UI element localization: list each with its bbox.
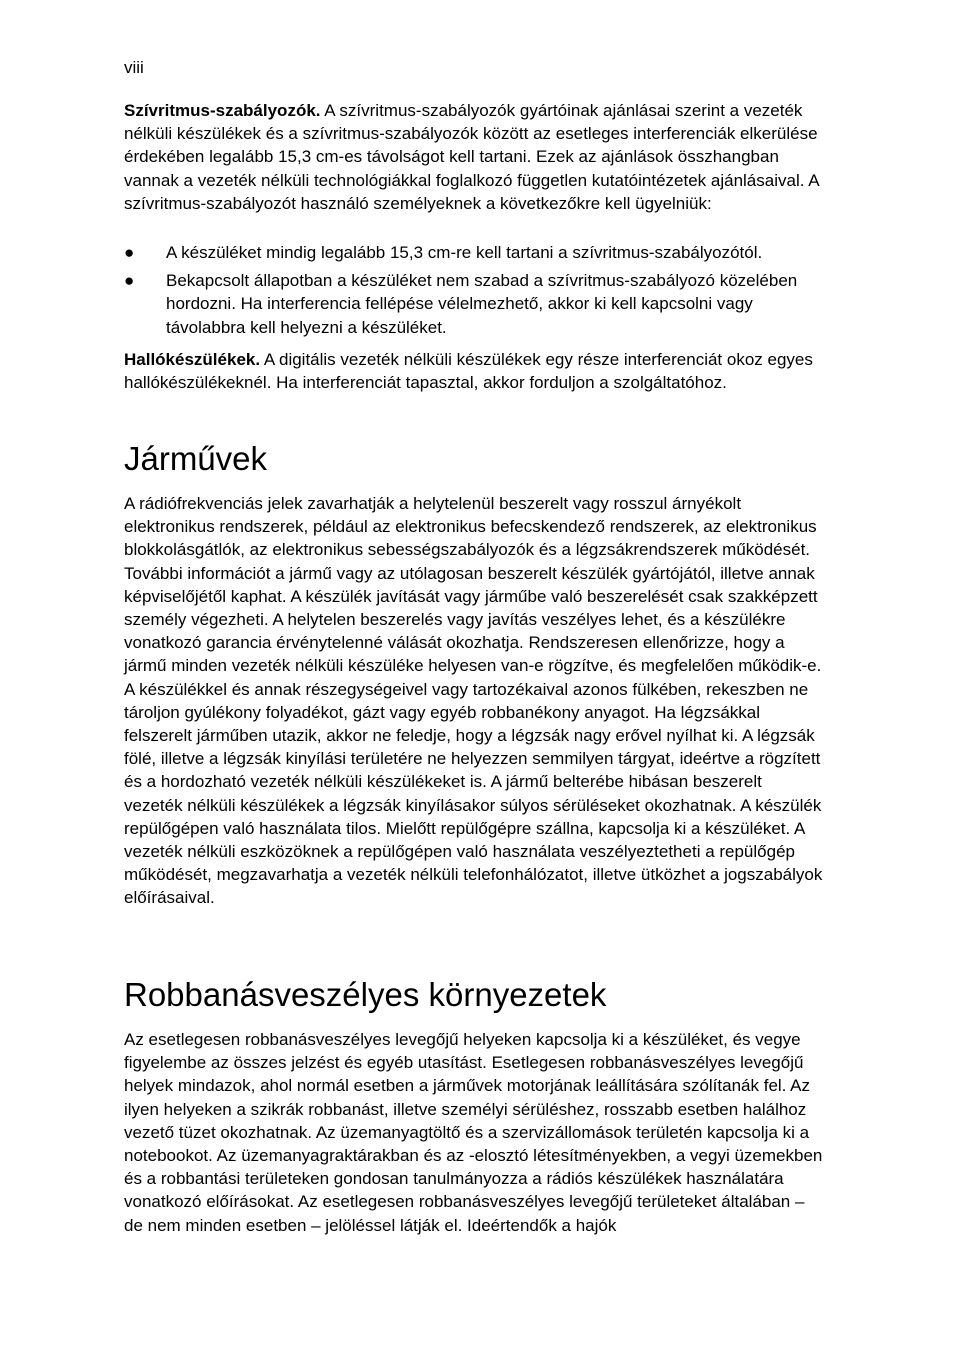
bullet-text: Bekapcsolt állapotban a készüléket nem szabad a szívritmus-szabályozó közelében hordozni. Ha interferencia fellépése vélelmezhető, akkor ki kell kapcsolni vagy távolabbra kell helyezni a készüléket. [166, 271, 798, 337]
hearing-aids-title: Hallókészülékek. [124, 350, 261, 369]
hearing-aids-text: A digitális vezeték nélküli készülékek egy része interferenciát okoz egyes hallókészülékeknél. Ha interferenciát tapasztal, akkor forduljon a szolgáltatóhoz. [124, 350, 813, 393]
vehicles-paragraph: A rádiófrekvenciás jelek zavarhatják a helytelenül beszerelt vagy rosszul árnyékolt elektronikus rendszerek, például az elektronikus befecskendező rendszerek, az elektronikus blokkolásgátlók, az elektronikus sebességszabályozók és a légzsákrendszerek működését. További információt a jármű vagy az utólagosan beszerelt készülék gyártójától, illetve annak képviselőjétől kaphat. A készülék javítását vagy járműbe való beszerelését csak szakképzett személy végezheti. A helytelen beszerelés vagy javítás veszélyes lehet, és a készülékre vonatkozó garancia érvénytelenné válását okozhatja. Rendszeresen ellenőrizze, hogy a jármű minden vezeték nélküli készüléke helyesen van-e rögzítve, és megfelelően működik-e. A készülékkel és annak részegységeivel vagy tartozékaival azonos fülkében, rekeszben ne tároljon gyúlékony folyadékot, gázt vagy egyéb robbanékony anyagot. Ha légzsákkal felszerelt járműben utazik, akkor ne feledje, hogy a légzsák nagy erővel nyílhat ki. A légzsák fölé, illetve a légzsák kinyílási területére ne helyezzen semmilyen tárgyat, ideértve a rögzített és a hordozható vezeték nélküli készülékeket is. A jármű belterébe hibásan beszerelt vezeték nélküli készülékek a légzsák kinyílásakor súlyos sérüléseket okozhatnak. A készülék repülőgépen való használata tilos. Mielőtt repülőgépre szállna, kapcsolja ki a készüléket. A vezeték nélküli eszközöknek a repülőgépen való használata veszélyeztetheti a repülőgép működését, megzavarhatja a vezeték nélküli telefonhálózatot, illetve ütközhet a jogszabályok előírásaival. [124, 494, 823, 908]
pacemakers-paragraph [124, 99, 824, 215]
page-number: viii [124, 58, 144, 77]
vehicles-heading: Járművek [124, 440, 268, 477]
explosive-heading: Robbanásveszélyes környezetek [124, 976, 607, 1013]
list-item [124, 269, 824, 339]
bullet-icon: ● [124, 271, 135, 291]
list-item [124, 241, 824, 264]
hearing-aids-paragraph [124, 348, 824, 394]
pacemakers-bullet-list [124, 241, 824, 344]
explosive-paragraph: Az esetlegesen robbanásveszélyes levegőjű helyeken kapcsolja ki a készüléket, és vegye figyelembe az összes jelzést és egyéb utasítást. Esetlegesen robbanásveszélyes levegőjű helyek mindazok, ahol normál esetben a járművek motorjának leállítására szólítanák fel. Az ilyen helyeken a szikrák robbanást, illetve személyi sérüléshez, rosszabb esetben halálhoz vezető tüzet okozhatnak. Az üzemanyagtöltő és a szervizállomások területén kapcsolja ki a notebookot. Az üzemanyagraktárakban és az -elosztó létesítményekben, a vegyi üzemekben és a robbantási területeken gondosan tanulmányozza a rádiós készülékek használatára vonatkozó előírásokat. Az esetlegesen robbanásveszélyes levegőjű területeket általában – de nem minden esetben – jelöléssel látják el. Ideértendők a hajók [124, 1030, 823, 1235]
bullet-icon: ● [124, 243, 135, 262]
pacemakers-text: A szívritmus-szabályozók gyártóinak ajánlásai szerint a vezeték nélküli készülékek és a szívritmus-szabályozók között az esetleges interferenciák elkerülése érdekében legalább 15,3 cm-es távolságot kell tartani. Ezek az ajánlások összhangban vannak a vezeték nélküli technológiákkal foglalkozó független kutatóintézetek ajánlásaival. A szívritmus-szabályozót használó személyeknek a következőkre kell ügyelniük: [124, 101, 819, 213]
pacemakers-title: Szívritmus-szabályozók. [124, 101, 321, 120]
bullet-text: A készüléket mindig legalább 15,3 cm-re kell tartani a szívritmus-szabályozótól. [166, 243, 763, 262]
